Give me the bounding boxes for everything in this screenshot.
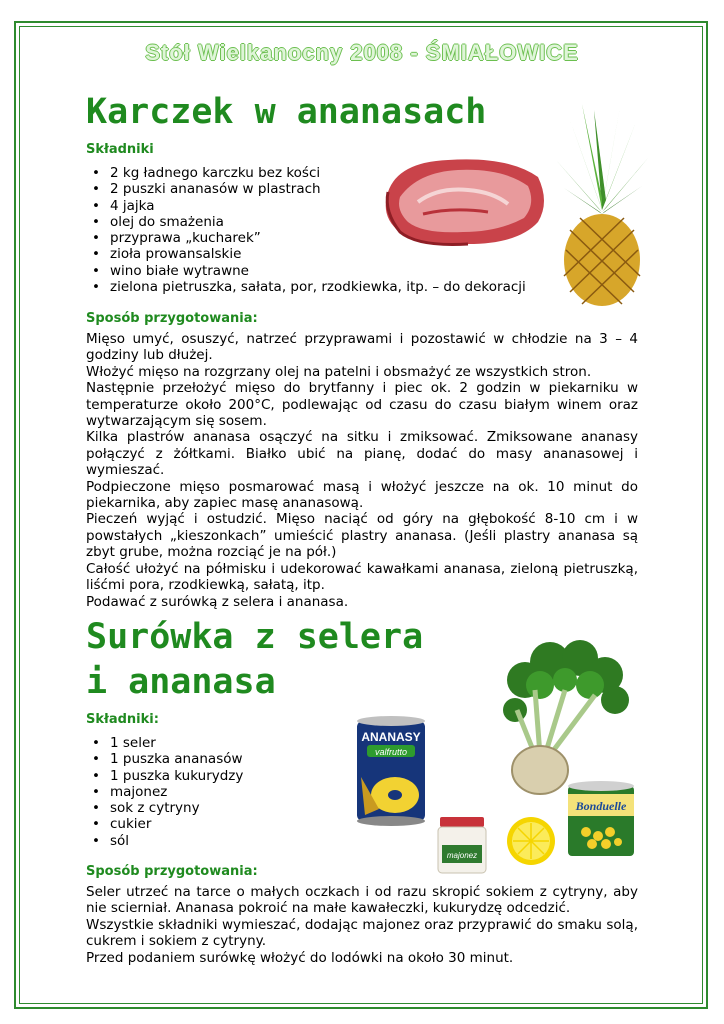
ingredient-item: • 2 puszki ananasów w plastrach: [86, 181, 526, 197]
ingredient-item: • 2 kg ładnego karczku bez kości: [86, 165, 526, 181]
can-brand-text: ANANASY: [361, 730, 421, 744]
ingredient-item: • 1 puszka kukurydzy: [86, 768, 243, 784]
ingredient-item: • sok z cytryny: [86, 800, 243, 816]
method-paragraph: Mięso umyć, osuszyć, natrzeć przyprawami i pozostawić w chłodzie na 3 – 4 godziny lub dłużej.: [86, 331, 638, 364]
method-paragraph: Pieczeń wyjąć i ostudzić. Mięso naciąć od góry na głębokość 8-10 cm i w powstałych „kieszonkach” umieścić plastry ananasa. (Jeśli plastry ananasa są zbyt grube, można rozciąć je na pół.): [86, 511, 638, 561]
ingredient-item: • przyprawa „kucharek”: [86, 230, 526, 246]
ingredient-item: • 1 puszka ananasów: [86, 751, 243, 767]
recipe1-title: Karczek w ananasach: [86, 92, 487, 132]
ingredient-item: • cukier: [86, 816, 243, 832]
recipe2-method: [86, 884, 638, 966]
ingredient-item: • majonez: [86, 784, 243, 800]
method-paragraph: Włożyć mięso na rozgrzany olej na patelni i obsmażyć ze wszystkich stron.: [86, 363, 592, 380]
method-paragraph: Kilka plastrów ananasa osączyć na sitku i zmiksować. Zmiksowane ananasy połączyć z żółtkami. Białko ubić na pianę, dodać do masy ananasowej i wymieszać.: [86, 429, 638, 479]
lemon-image: [505, 815, 557, 867]
method-paragraph: Następnie przełożyć mięso do brytfanny i piec ok. 2 godzin w piekarniku w temperaturze około 200°C, podlewając od czasu do czasu białym winem oraz wytwarzającym się sosem.: [86, 380, 638, 430]
ingredient-item: • sól: [86, 833, 243, 849]
recipe2-ingredients-label: Składniki:: [86, 712, 159, 727]
celery-image: [495, 640, 635, 800]
method-paragraph: Seler utrzeć na tarce o małych oczkach i od razu skropić sokiem z cytryny, aby nie scierniał. Ananasa pokroić na małe kawałeczki, kukurydzę odcedzić.: [86, 884, 638, 917]
recipe2-title-line1: Surówka z selera: [86, 617, 424, 657]
pineapple-image: [552, 100, 652, 310]
ingredient-item: • 4 jajka: [86, 198, 526, 214]
method-paragraph: Podpieczone mięso posmarować masą i włożyć jeszcze na ok. 10 minut do piekarnika, aby zapiec masę ananasową.: [86, 478, 638, 512]
method-paragraph: Wszystkie składniki wymieszać, dodając majonez oraz przyprawić do smaku solą, cukrem i sokiem z cytryny.: [86, 916, 638, 950]
recipe2-title-line2: i ananasa: [86, 662, 276, 702]
corn-brand-text: Bonduelle: [575, 799, 627, 813]
mayonnaise-jar-image: [436, 815, 488, 875]
recipe2-ingredients-list: [86, 735, 243, 849]
ingredient-item: • olej do smażenia: [86, 214, 526, 230]
recipe1-ingredients-label: Składniki: [86, 142, 154, 157]
ingredient-item: • 1 seler: [86, 735, 243, 751]
pineapple-can-image: [355, 715, 427, 827]
method-paragraph: Podawać z surówką z selera i ananasa.: [86, 593, 349, 610]
ingredient-item: • zielona pietruszka, sałata, por, rzodkiewka, itp. – do dekoracji: [86, 279, 526, 295]
jar-brand-text: majonez: [446, 851, 478, 860]
method-paragraph: Całość ułożyć na półmisku i udekorować kawałkami ananasa, zieloną pietruszką, liśćmi pora, rzodkiewką, sałatą, itp.: [86, 560, 638, 594]
recipe2-method-label: Sposób przygotowania:: [86, 864, 258, 879]
ingredient-item: • zioła prowansalskie: [86, 246, 526, 262]
can-sub-text: valfrutto: [374, 747, 408, 757]
ingredient-item: • wino białe wytrawne: [86, 263, 526, 279]
pork-neck-image: [378, 152, 550, 250]
recipe1-method-label: Sposób przygotowania:: [86, 311, 258, 326]
method-paragraph: Przed podaniem surówkę włożyć do lodówki na około 30 minut.: [86, 949, 514, 966]
recipe1-method: [86, 331, 638, 610]
corn-can-image: [566, 780, 636, 862]
page-header: Stół Wielkanocny 2008 - ŚMIAŁOWICE: [145, 40, 579, 65]
